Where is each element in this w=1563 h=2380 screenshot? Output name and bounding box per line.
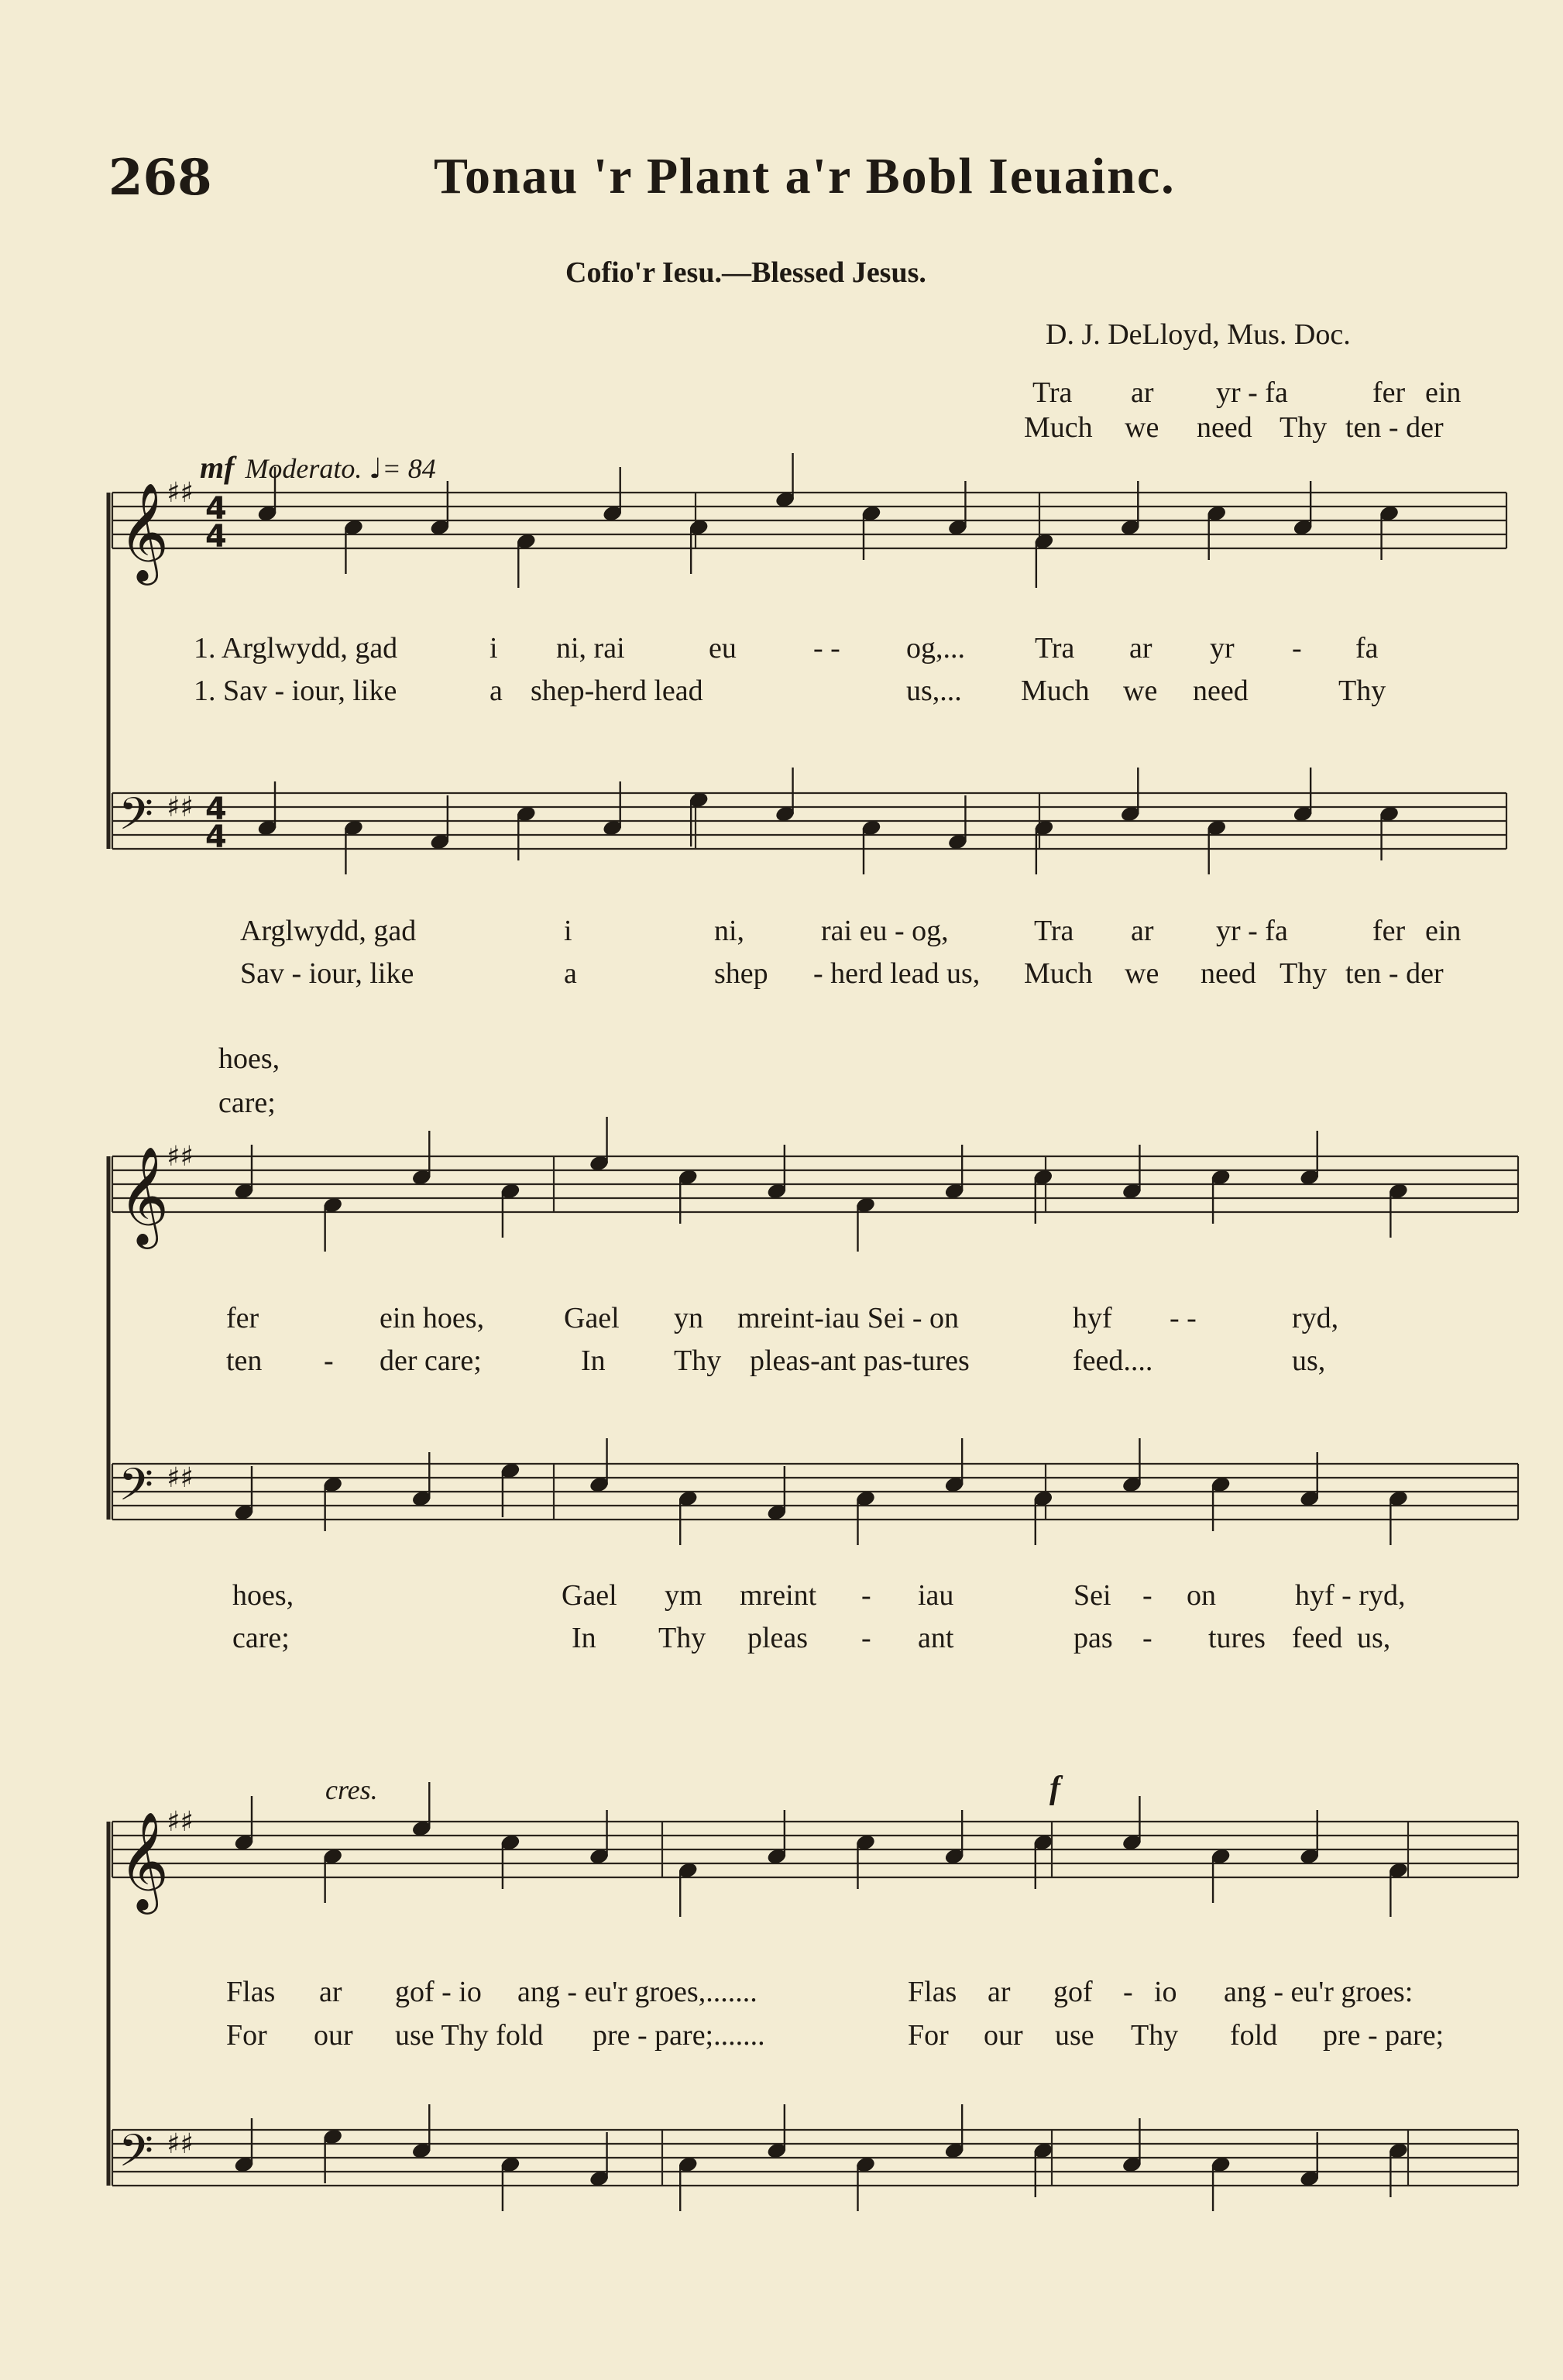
system1-bass-lyrics-1 [0, 914, 1563, 953]
time-signature: 4 [205, 491, 227, 527]
lyric: - [1142, 1622, 1152, 1654]
system1-above-lyrics-1 [0, 376, 1563, 414]
lyric: der care; [380, 1345, 482, 1377]
system2-treble-lyrics-1 [0, 1301, 1563, 1340]
lyric: ar [988, 1976, 1011, 2008]
system2-above-lyrics-2 [0, 1086, 1563, 1125]
lyric: use Thy fold [395, 2019, 544, 2052]
system2-bass-lyrics-1 [0, 1578, 1563, 1617]
lyric: Much [1021, 675, 1090, 707]
lyric: Thy [1338, 675, 1386, 707]
lyric: pre - pare; [1323, 2019, 1444, 2052]
bass-clef-icon: 𝄢 [119, 788, 154, 851]
lyric: a [564, 957, 577, 990]
lyric: - herd lead us, [813, 957, 981, 990]
lyric: 1. Arglwydd, gad [194, 632, 398, 665]
page-number: 268 [108, 149, 212, 207]
lyric: yn [674, 1302, 703, 1334]
lyric: pre - pare;....... [593, 2019, 765, 2052]
lyric: - [1292, 632, 1302, 665]
tempo-text: Moderato. [245, 453, 362, 484]
lyric: hyf - ryd, [1295, 1579, 1406, 1612]
sharp-icon: ♯♯ [167, 1462, 194, 1494]
lyric: i [490, 632, 498, 665]
lyric: fer [226, 1302, 259, 1334]
lyric: ar [1129, 632, 1152, 665]
lyric: Much [1024, 411, 1093, 444]
lyric: care; [232, 1622, 290, 1654]
lyric: shep [714, 957, 768, 990]
lyric: hoes, [232, 1579, 294, 1612]
lyric: rai eu - og, [821, 915, 949, 947]
lyric: mreint-iau Sei - on [737, 1302, 959, 1334]
lyric: iau [918, 1579, 954, 1612]
lyric: us, [1357, 1622, 1391, 1654]
bass-clef-icon: 𝄢 [119, 2124, 154, 2188]
dynamic-mf: mf [200, 450, 235, 485]
lyric: yr - fa [1216, 376, 1288, 409]
lyric: pleas [747, 1622, 809, 1654]
lyric: ar [1131, 915, 1154, 947]
lyric: Thy [1280, 957, 1328, 990]
system3-treble-lyrics-2 [0, 2018, 1563, 2057]
lyric: feed.... [1073, 1345, 1153, 1377]
lyric: shep-herd lead [531, 675, 703, 707]
lyric: ten - der [1345, 957, 1444, 990]
hymn-title: Cofio'r Iesu.—Blessed Jesus. [565, 256, 926, 289]
lyric: fer [1372, 915, 1406, 947]
lyric: ym [665, 1579, 702, 1612]
metronome-value: = 84 [382, 453, 436, 484]
lyric: yr [1210, 632, 1235, 665]
metronome-note-icon: ♩ [369, 453, 383, 485]
lyric: For [908, 2019, 949, 2052]
lyric: eu [709, 632, 737, 665]
lyric: Tra [1034, 915, 1074, 947]
lyric: our [984, 2019, 1023, 2052]
lyric: Sei [1073, 1579, 1111, 1612]
lyric: need [1193, 675, 1249, 707]
lyric: our [314, 2019, 353, 2052]
system1-bass-lyrics-2 [0, 956, 1563, 995]
lyric: ang - eu'r groes,....... [517, 1976, 757, 2008]
lyric: Thy [674, 1345, 722, 1377]
lyric: mreint [740, 1579, 817, 1612]
sharp-icon: ♯♯ [167, 477, 194, 509]
lyric: use [1055, 2019, 1094, 2052]
dynamic-cres: cres. [325, 1774, 378, 1805]
lyric: hoes, [218, 1042, 280, 1075]
time-signature: 4 [205, 792, 227, 827]
sharp-icon: ♯♯ [167, 2128, 194, 2160]
lyric: Tra [1032, 376, 1073, 409]
lyric: ein hoes, [380, 1302, 485, 1334]
treble-clef-icon: 𝄞 [119, 482, 170, 581]
lyric: Flas [226, 1976, 276, 2008]
lyric: For [226, 2019, 267, 2052]
time-signature: 4 [205, 519, 227, 555]
lyric: ang - eu'r groes: [1224, 1976, 1414, 2008]
lyric: yr - fa [1216, 915, 1288, 947]
system2-above-lyrics-1 [0, 1042, 1563, 1080]
composer-credit: D. J. DeLloyd, Mus. Doc. [1046, 318, 1351, 351]
bass-clef-icon: 𝄢 [119, 1458, 154, 1522]
lyric: hyf [1073, 1302, 1112, 1334]
lyric: ar [319, 1976, 342, 2008]
lyric: 1. Sav - iour, like [194, 675, 397, 707]
lyric: fold [1230, 2019, 1278, 2052]
lyric: tures [1208, 1622, 1266, 1654]
lyric: Gael [564, 1302, 620, 1334]
lyric: us,... [906, 675, 962, 707]
system1-treble-lyrics-2 [0, 674, 1563, 713]
lyric: - [324, 1345, 334, 1377]
lyric: - [861, 1622, 871, 1654]
lyric: ant [918, 1622, 954, 1654]
lyric: ten - der [1345, 411, 1444, 444]
lyric: we [1123, 675, 1158, 707]
sharp-icon: ♯♯ [167, 1141, 194, 1173]
dynamic-forte: f [1049, 1770, 1060, 1806]
lyric: on [1187, 1579, 1216, 1612]
sharp-icon: ♯♯ [167, 792, 194, 823]
lyric: ni, rai [556, 632, 625, 665]
lyric: ten [226, 1345, 263, 1377]
lyric: we [1125, 411, 1159, 444]
lyric: feed [1292, 1622, 1343, 1654]
book-title: Tonau 'r Plant a'r Bobl Ieuainc. [434, 148, 1176, 204]
treble-clef-icon: 𝄞 [119, 1811, 170, 1910]
lyric: gof [1053, 1976, 1093, 2008]
lyric: ein [1425, 376, 1462, 409]
system1-treble-lyrics-1 [0, 631, 1563, 670]
lyric: Tra [1035, 632, 1075, 665]
lyric: Thy [658, 1622, 706, 1654]
lyric: Gael [562, 1579, 617, 1612]
system2-treble-lyrics-2 [0, 1344, 1563, 1382]
system3-treble-lyrics-1 [0, 1975, 1563, 2014]
lyric: gof - io [395, 1976, 482, 2008]
system1-above-lyrics-2 [0, 410, 1563, 449]
treble-clef-icon: 𝄞 [119, 1145, 170, 1245]
lyric: fa [1355, 632, 1379, 665]
lyric: og,... [906, 632, 965, 665]
lyric: Thy [1131, 2019, 1179, 2052]
lyric: need [1197, 411, 1252, 444]
lyric: Sav - iour, like [240, 957, 414, 990]
lyric: we [1125, 957, 1159, 990]
lyric: Arglwydd, gad [240, 915, 417, 947]
lyric: pleas-ant pas-tures [750, 1345, 970, 1377]
lyric: ar [1131, 376, 1154, 409]
lyric: - - [813, 632, 840, 665]
lyric: pas [1073, 1622, 1113, 1654]
system2-bass-lyrics-2 [0, 1621, 1563, 1660]
lyric: a [490, 675, 503, 707]
lyric: io [1154, 1976, 1177, 2008]
lyric: In [581, 1345, 606, 1377]
lyric: Much [1024, 957, 1093, 990]
lyric: - - [1170, 1302, 1197, 1334]
lyric: Thy [1280, 411, 1328, 444]
lyric: ni, [714, 915, 745, 947]
lyric: Flas [908, 1976, 957, 2008]
lyric: us, [1292, 1345, 1326, 1377]
time-signature: 4 [205, 819, 227, 855]
lyric: care; [218, 1087, 276, 1119]
lyric: - [1123, 1976, 1133, 2008]
lyric: - [861, 1579, 871, 1612]
lyric: - [1142, 1579, 1152, 1612]
sharp-icon: ♯♯ [167, 1806, 194, 1838]
lyric: ein [1425, 915, 1462, 947]
lyric: i [564, 915, 572, 947]
lyric: ryd, [1292, 1302, 1339, 1334]
lyric: need [1201, 957, 1256, 990]
lyric: fer [1372, 376, 1406, 409]
lyric: In [572, 1622, 596, 1654]
